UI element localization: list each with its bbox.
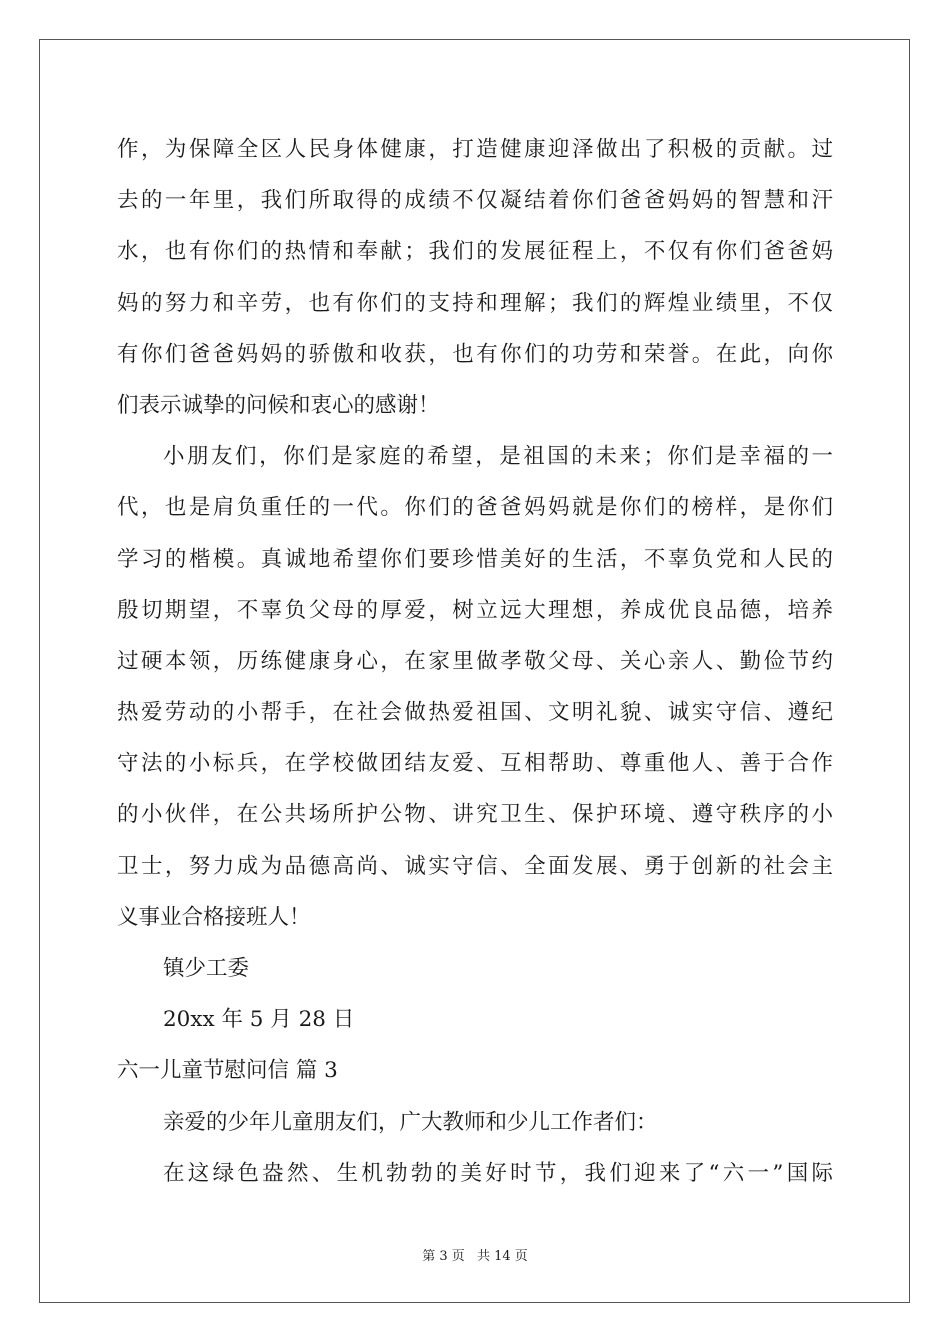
- text-line: 在这绿色盎然、生机勃勃的美好时节，我们迎来了“六一”国际: [163, 1160, 833, 1186]
- text-line: 热爱劳动的小帮手，在社会做热爱祖国、文明礼貌、诚实守信、遵纪: [117, 700, 833, 726]
- text-line: 妈的努力和辛劳，也有你们的支持和理解；我们的辉煌业绩里，不仅: [117, 290, 833, 316]
- text-line: 去的一年里，我们所取得的成绩不仅凝结着你们爸爸妈妈的智慧和汗: [117, 188, 833, 214]
- document-body: [117, 124, 833, 1199]
- text-line: 过硬本领，历练健康身心，在家里做孝敬父母、关心亲人、勤俭节约: [117, 648, 833, 674]
- text-line: 水，也有你们的热情和奉献；我们的发展征程上，不仅有你们爸爸妈: [117, 239, 833, 265]
- text-line: 们表示诚挚的问候和衷心的感谢！: [117, 392, 440, 418]
- text-line: 殷切期望，不辜负父母的厚爱，树立远大理想，养成优良品德，培养: [117, 597, 833, 623]
- text-line: 代，也是肩负重任的一代。你们的爸爸妈妈就是你们的榜样，是你们: [117, 495, 833, 521]
- text-line: 的小伙伴，在公共场所护公物、讲究卫生、保护环境、遵守秩序的小: [117, 802, 833, 828]
- text-line: 作，为保障全区人民身体健康，打造健康迎泽做出了积极的贡献。过: [117, 137, 833, 162]
- page-footer: [0, 1245, 950, 1264]
- text-line: 守法的小标兵，在学校做团结友爱、互相帮助、尊重他人、善于合作: [117, 751, 833, 777]
- text-line: 小朋友们，你们是家庭的希望，是祖国的未来；你们是幸福的一: [163, 444, 833, 470]
- page-total: 共 14 页: [476, 1249, 528, 1264]
- text-line: 有你们爸爸妈妈的骄傲和收获，也有你们的功劳和荣誉。在此，向你: [117, 341, 833, 367]
- text-line: 亲爱的少年儿童朋友们，广大教师和少儿工作者们：: [163, 1109, 658, 1135]
- text-line: 卫士，努力成为品德高尚、诚实守信、全面发展、勇于创新的社会主: [117, 853, 833, 879]
- text-line: 20xx 年 5 月 28 日: [163, 1007, 355, 1033]
- text-line: 镇少工委: [163, 956, 250, 981]
- text-line: 学习的楷模。真诚地希望你们要珍惜美好的生活，不辜负党和人民的: [117, 546, 833, 572]
- text-line: 义事业合格接班人！: [117, 904, 311, 930]
- page-number: 第 3 页: [422, 1249, 465, 1264]
- text-line: 六一儿童节慰问信 篇 3: [117, 1058, 338, 1084]
